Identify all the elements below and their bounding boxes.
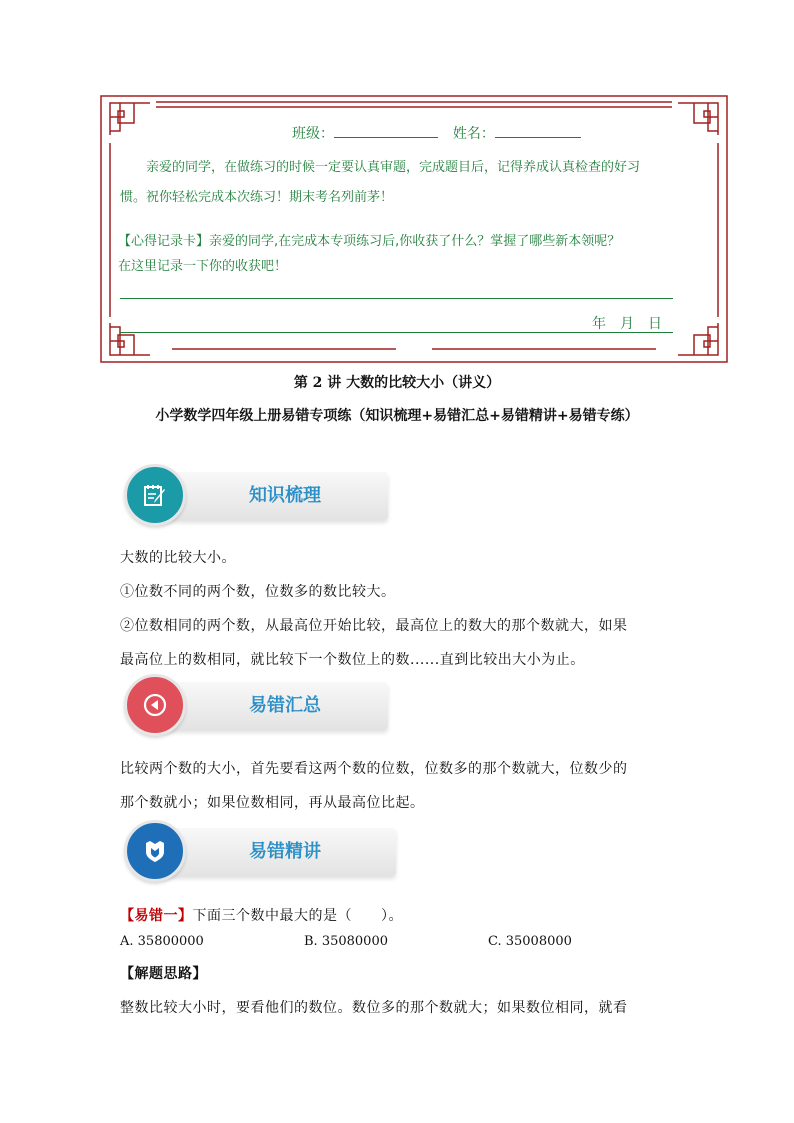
- record-line-2: 在这里记录一下你的收获吧！: [118, 259, 288, 274]
- section-banner-knowledge: [122, 464, 402, 536]
- knowledge-point-2a: ②位数相同的两个数，从最高位开始比较，最高位上的数大的那个数就大，如果: [120, 618, 628, 634]
- knowledge-heading: 大数的比较大小。: [120, 550, 236, 566]
- banner-circle: [124, 820, 186, 882]
- date-label: 年 月 日: [592, 316, 662, 332]
- knowledge-point-1: ①位数不同的两个数，位数多的数比较大。: [120, 584, 396, 600]
- lesson-title: 第 2 讲 大数的比较大小（讲义）: [293, 375, 501, 391]
- summary-text: [120, 752, 680, 820]
- greeting-text: [120, 153, 710, 213]
- banner-circle: [124, 464, 186, 526]
- class-name-row: [292, 123, 581, 143]
- section-title-knowledge: 知识梳理: [249, 485, 321, 506]
- record-writing-line[interactable]: [120, 298, 673, 299]
- record-card-text: [118, 229, 710, 279]
- name-blank[interactable]: [495, 123, 581, 138]
- record-writing-line-2[interactable]: [120, 332, 673, 333]
- greeting-line-2: 惯。祝你轻松完成本次练习！期末考名列前茅！: [120, 190, 394, 205]
- lesson-subtitle: 小学数学四年级上册易错专项练（知识梳理+易错汇总+易错精讲+易错专练）: [155, 408, 639, 424]
- option-a: A. 35800000: [120, 934, 204, 949]
- summary-line-1: 比较两个数的大小，首先要看这两个数的位数，位数多的那个数就大，位数少的: [120, 761, 628, 777]
- back-arrow-icon: [142, 692, 168, 718]
- record-line-1: 【心得记录卡】亲爱的同学,在完成本专项练习后,你收获了什么？掌握了哪些新本领呢？: [118, 234, 621, 249]
- solution-heading: 【解题思路】: [120, 966, 207, 982]
- summary-line-2: 那个数就小；如果位数相同，再从最高位比起。: [120, 795, 425, 811]
- section-title-summary: 易错汇总: [249, 695, 321, 716]
- section-title-explain: 易错精讲: [249, 841, 321, 862]
- solution-line-1: 整数比较大小时，要看他们的数位。数位多的那个数就大；如果数位相同，就看: [120, 1000, 628, 1016]
- example-tag: 【易错一】: [120, 908, 193, 924]
- option-c: C. 35008000: [488, 934, 572, 949]
- header-card: [100, 95, 728, 363]
- class-label: 班级：: [292, 126, 334, 142]
- option-b: B. 35080000: [304, 934, 388, 949]
- notepad-pen-icon: [142, 482, 168, 508]
- knowledge-text: [120, 541, 680, 677]
- greeting-line-1: 亲爱的同学，在做练习的时候一定要认真审题，完成题目后，记得养成认真检查的好习: [146, 160, 641, 175]
- knowledge-point-2b: 最高位上的数相同，就比较下一个数位上的数......直到比较出大小为止。: [120, 652, 585, 668]
- section-banner-explain: [122, 820, 402, 892]
- section-banner-summary: [122, 674, 402, 746]
- example-question-text: 下面三个数中最大的是（ ）。: [192, 908, 403, 924]
- shield-icon: [142, 838, 168, 864]
- banner-circle: [124, 674, 186, 736]
- solution-block: [120, 957, 680, 1025]
- class-blank[interactable]: [334, 123, 438, 138]
- example-question: [120, 899, 680, 933]
- name-label: 姓名：: [452, 126, 495, 142]
